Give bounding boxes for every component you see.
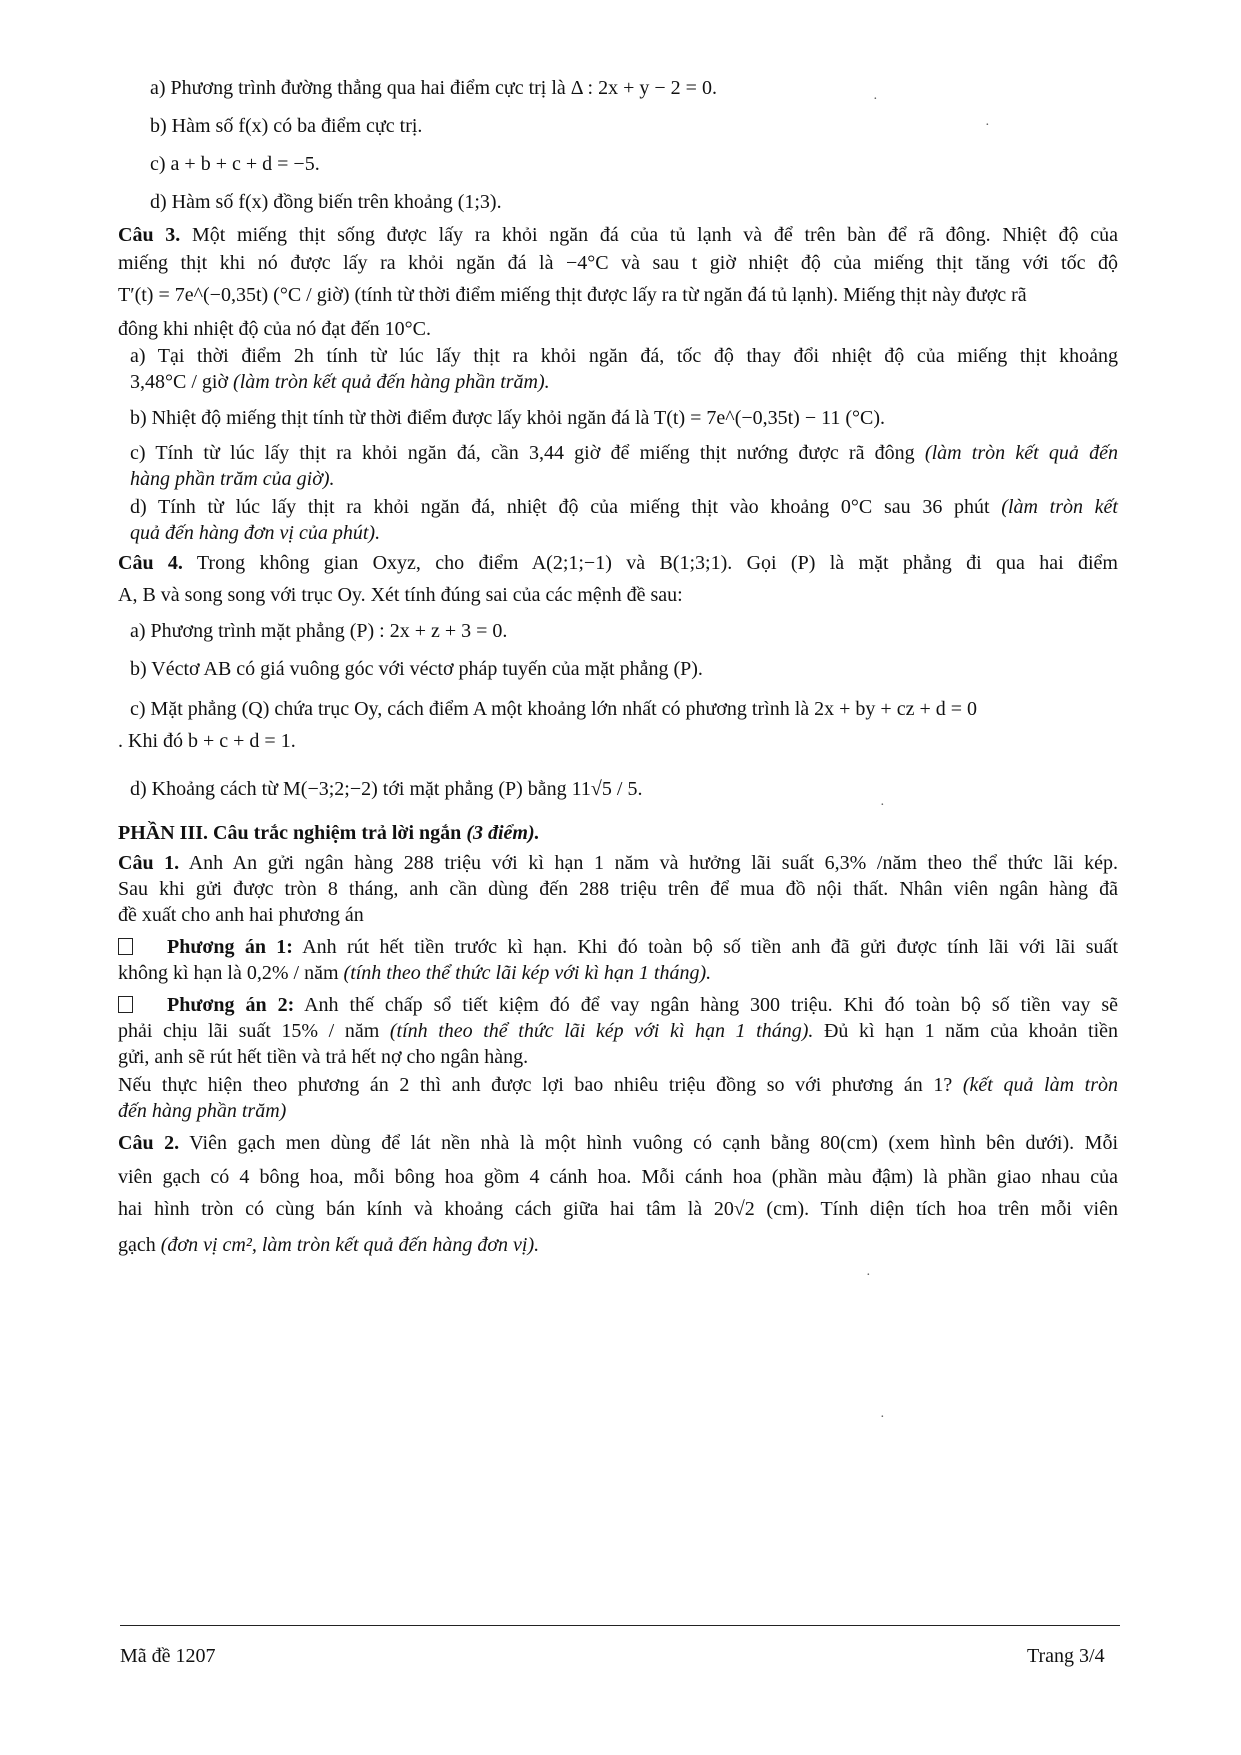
cau4-label: Câu 4. [118,552,183,574]
cau4-stem-1: Trong không gian Oxyz, cho điểm A(2;1;−1) và B(1;3;1). Gọi (P) là mặt phẳng đi qua hai điểm [196,552,1118,574]
cau4-item-c-line1: c) Mặt phẳng (Q) chứa trục Oy, cách điểm A một khoảng lớn nhất có phương trình là 2x + by + cz + d = 0 [130,698,978,720]
p3-cau2-note: (đơn vị cm², làm tròn kết quả đến hàng đơn vị). [160,1234,540,1256]
cau3-item-c-line1 [130,440,1118,466]
cau3-stem-line2: miếng thịt khi nó được lấy ra khỏi ngăn đá là −4°C và sau t giờ nhiệt độ của miếng thịt tăng với tốc độ [118,252,1118,274]
cau3-d-note: (làm tròn kết [1001,496,1118,518]
p3-cau1-pa2-line2 [118,1018,1118,1044]
cau4-item-c-line2: . Khi đó b + c + d = 1. [118,730,296,752]
q2-item-d: d) Hàm số f(x) đồng biến trên khoảng (1;3). [150,191,502,213]
cau3-a-note: (làm tròn kết quả đến hàng phần trăm). [233,371,550,393]
cau3-stem-line1 [118,222,1118,248]
cau3-item-b: b) Nhiệt độ miếng thịt tính từ thời điểm được lấy khỏi ngăn đá là T(t) = 7e^(−0,35t) − 11 (°C). [130,407,886,429]
p3-cau2-line2: viên gạch có 4 bông hoa, mỗi bông hoa gồm 4 cánh hoa. Mỗi cánh hoa (phần màu đậm) là phần giao nhau của [118,1166,1118,1188]
cau3-d-text: d) Tính từ lúc lấy thịt ra khỏi ngăn đá, nhiệt độ của miếng thịt vào khoảng 0°C sau 36 phút [130,496,990,518]
checkbox-icon [118,938,133,955]
p3-cau1-line3: đề xuất cho anh hai phương án [118,904,364,926]
pa2-note: (tính theo thể thức lãi kép với kì hạn 1 tháng). [389,1020,814,1042]
cau3-stem-line3: T′(t) = 7e^(−0,35t) (°C / giờ) (tính từ thời điểm miếng thịt được lấy ra từ ngăn đá tủ lạnh). Miếng thịt này được rã [118,284,1027,306]
p3-cau1-pa1-line2 [118,960,711,986]
cau4-stem-line1 [118,550,1118,576]
p3-cau1-line2: Sau khi gửi được tròn 8 tháng, anh cần dùng đến 288 triệu trên để mua đồ nội thất. Nhân viên ngân hàng đã [118,878,1118,900]
p3-cau1-pa2-line1 [118,992,1118,1018]
p3-cau2-line1 [118,1130,1118,1156]
p3-cau1-ask-line1 [118,1072,1118,1098]
pa2-text-2a: phải chịu lãi suất 15% / năm [118,1020,380,1042]
cau3-c-note: (làm tròn kết quả đến [924,442,1119,464]
scan-speck: · [873,92,878,107]
cau3-stem-line4: đông khi nhiệt độ của nó đạt đến 10°C. [118,318,431,340]
p3-cau2-line3: hai hình tròn có cùng bán kính và khoảng cách giữa hai tâm là 20√2 (cm). Tính diện tích hoa trên mỗi viên [118,1198,1118,1220]
footer-rule [120,1625,1120,1626]
scan-speck: · [880,1410,885,1425]
p3-cau1-ask: Nếu thực hiện theo phương án 2 thì anh được lợi bao nhiêu triệu đồng so với phương án 1? [118,1074,953,1096]
q2-item-b: b) Hàm số f(x) có ba điểm cực trị. [150,115,423,137]
cau3-item-c-line2: hàng phần trăm của giờ). [130,468,335,490]
cau3-a-value: 3,48°C / giờ [130,371,229,393]
cau3-item-a-line2 [130,369,550,395]
q2-item-c: c) a + b + c + d = −5. [150,153,320,175]
p3-cau1-label: Câu 1. [118,852,180,874]
cau4-item-b: b) Véctơ AB có giá vuông góc với véctơ pháp tuyến của mặt phẳng (P). [130,658,703,680]
p3-cau2-label: Câu 2. [118,1132,180,1154]
cau3-item-d-line1 [130,494,1118,520]
pa2-text-1: Anh thế chấp sổ tiết kiệm đó để vay ngân hàng 300 triệu. Khi đó toàn bộ số tiền vay sẽ [304,994,1118,1016]
cau3-item-a-line1: a) Tại thời điểm 2h tính từ lúc lấy thịt ra khỏi ngăn đá, tốc độ thay đổi nhiệt độ của miếng thịt khoảng [130,345,1118,367]
cau3-item-d-line2: quả đến hàng đơn vị của phút). [130,522,381,544]
page-number: Trang 3/4 [1027,1645,1105,1667]
cau4-item-a: a) Phương trình mặt phẳng (P) : 2x + z + 3 = 0. [130,620,508,642]
p3-cau1-ask-note-1: (kết quả làm tròn [962,1074,1118,1096]
scan-speck: · [985,118,990,133]
pa1-text-1: Anh rút hết tiền trước kì hạn. Khi đó toàn bộ số tiền anh đã gửi được tính lãi với lãi suất [302,936,1118,958]
pa1-text-2: không kì hạn là 0,2% / năm [118,962,339,984]
p3-cau1-text-1: Anh An gửi ngân hàng 288 triệu với kì hạn 1 năm và hưởng lãi suất 6,3% /năm theo thể thức lãi kép. [188,852,1118,874]
pa1-label: Phương án 1: [167,936,293,958]
cau3-stem-1: Một miếng thịt sống được lấy ra khỏi ngăn đá của tủ lạnh và để trên bàn để rã đông. Nhiệt độ của [192,224,1118,246]
p3-cau2-line4 [118,1232,539,1258]
pa1-note: (tính theo thể thức lãi kép với kì hạn 1 tháng). [343,962,712,984]
pa2-text-2b: Đủ kì hạn 1 năm của khoản tiền [823,1020,1119,1042]
scan-speck: · [880,798,885,813]
cau4-stem-line2: A, B và song song với trục Oy. Xét tính đúng sai của các mệnh đề sau: [118,584,683,606]
exam-code: Mã đề 1207 [120,1645,216,1667]
p3-cau2-text-4: gạch [118,1234,156,1256]
cau4-item-d: d) Khoảng cách từ M(−3;2;−2) tới mặt phẳng (P) bằng 11√5 / 5. [130,778,643,800]
p3-cau1-pa1-line1 [118,934,1118,960]
p3-cau2-text-1: Viên gạch men dùng để lát nền nhà là một hình vuông có cạnh bằng 80(cm) (xem hình bên dưới). Mỗi [189,1132,1118,1154]
p3-cau1-line1 [118,850,1118,876]
cau3-c-text: c) Tính từ lúc lấy thịt ra khỏi ngăn đá, cần 3,44 giờ để miếng thịt nướng được rã đông [130,442,915,464]
scan-speck: · [866,1268,871,1283]
checkbox-icon [118,996,133,1013]
p3-cau1-ask-line2: đến hàng phần trăm) [118,1100,287,1122]
phan3-heading-line [118,820,540,846]
q2-item-a: a) Phương trình đường thẳng qua hai điểm cực trị là Δ : 2x + y − 2 = 0. [150,77,717,99]
p3-cau1-pa2-line3: gửi, anh sẽ rút hết tiền và trả hết nợ cho ngân hàng. [118,1046,529,1068]
cau3-label: Câu 3. [118,224,181,246]
phan3-points: (3 điểm). [466,822,540,844]
phan3-heading: PHẦN III. Câu trắc nghiệm trả lời ngắn [118,822,462,844]
pa2-label: Phương án 2: [167,994,295,1016]
